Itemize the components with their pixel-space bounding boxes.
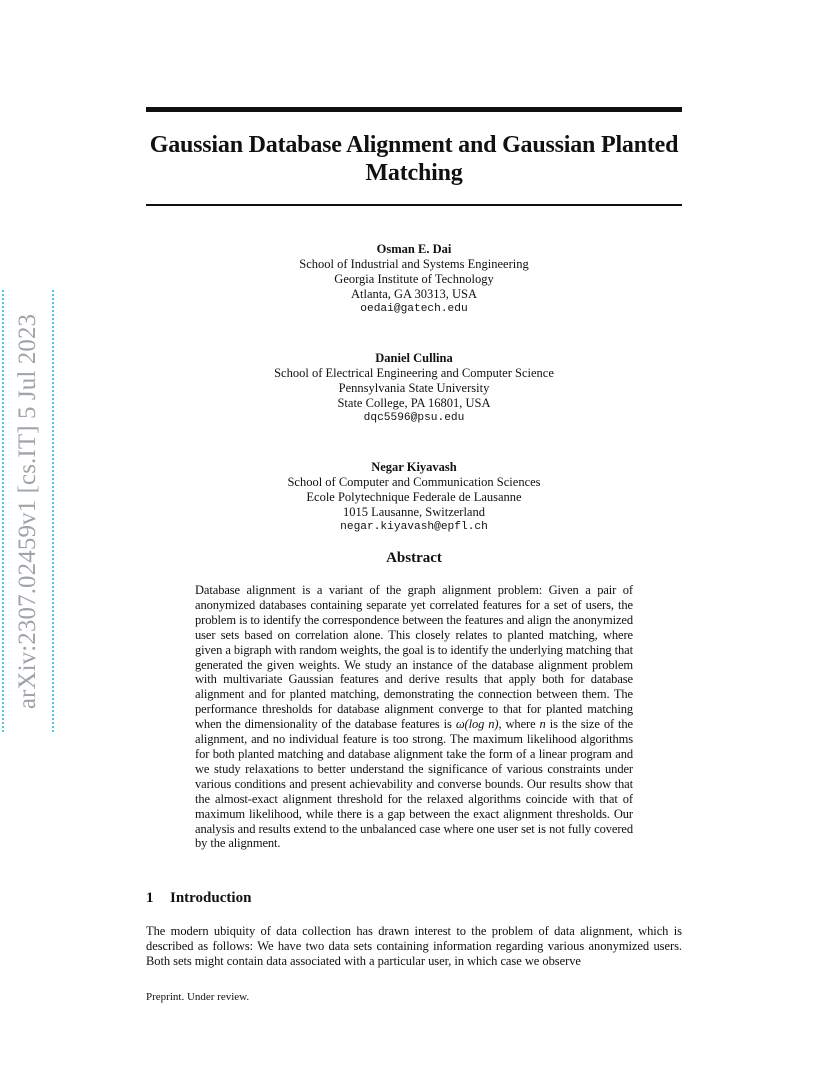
author-institution: Ecole Polytechnique Federale de Lausanne [306, 490, 522, 504]
author-name: Daniel Cullina [375, 351, 453, 365]
arxiv-identifier-stamp [2, 290, 54, 732]
author-block [146, 242, 682, 317]
author-block [146, 351, 682, 426]
author-location: 1015 Lausanne, Switzerland [343, 505, 485, 519]
introduction-heading [146, 890, 682, 907]
preprint-footer: Preprint. Under review. [146, 991, 250, 1003]
abstract-heading: Abstract [386, 550, 442, 566]
author-institution: Pennsylvania State University [338, 381, 490, 395]
author-department: School of Computer and Communication Sciences [287, 475, 541, 489]
author-email: negar.kiyavash@epfl.ch [340, 521, 488, 533]
author-name: Negar Kiyavash [371, 460, 457, 474]
author-institution: Georgia Institute of Technology [334, 272, 494, 286]
author-email: dqc5596@psu.edu [363, 412, 465, 424]
author-block [146, 460, 682, 535]
abstract-math-omega: ω(log n) [455, 717, 499, 732]
introduction-text: The modern ubiquity of data collection has drawn interest to the problem of data alignment, which is described as follows: We have two data sets containing information regarding various anonymized users. Both sets might contain data associated with a particular user, in which case we observe [146, 924, 682, 968]
author-email: oedai@gatech.edu [360, 303, 468, 315]
abstract-text-part: Database alignment is a variant of the graph alignment problem: Given a pair of anonymized databases containing separate yet correlated features for a set of users, the problem is to identify the correspondence between the features and align the anonymized user sets based on correlation alone. This closely relates to planted matching, where given a bigraph with random weights, the goal is to identify the underlying matching that generated the given weights. We study an instance of the database alignment problem with multivariate Gaussian features and derive results that apply both for database alignment and for planted matching, demonstrating the connection between them. The performance thresholds for database alignment converge to that for planted matching when the dimensionality of the database features is [195, 583, 633, 732]
author-department: School of Industrial and Systems Engineering [299, 257, 529, 271]
abstract-text-part: is the size of the alignment, and no individual feature is too strong. The maximum likelihood algorithms for both planted matching and database alignment take the form of a linear program and we study relaxations to better understand the significance of various constraints under various conditions and present achievability and converse bounds. Our results show that the almost-exact alignment threshold for the relaxed algorithms coincide with that of maximum likelihood, while there is a gap between the exact alignment thresholds. Our analysis and results extend to the unbalanced case where one user set is not fully covered by the alignment. [195, 717, 633, 851]
arxiv-identifier-text: arXiv:2307.02459v1 [cs.IT] 5 Jul 2023 [14, 313, 42, 709]
author-list [146, 242, 682, 569]
author-department: School of Electrical Engineering and Computer Science [274, 366, 554, 380]
title-top-rule [146, 107, 682, 112]
author-location: State College, PA 16801, USA [337, 396, 491, 410]
author-location: Atlanta, GA 30313, USA [350, 287, 478, 301]
title-bottom-rule [146, 204, 682, 206]
paper-title: Gaussian Database Alignment and Gaussian Planted Matching [149, 132, 679, 186]
section-title: Introduction [170, 890, 252, 906]
abstract-text [195, 583, 633, 851]
section-number: 1 [146, 890, 154, 906]
abstract-text-part: , where [498, 717, 540, 732]
abstract-math-n: n [539, 717, 546, 732]
author-name: Osman E. Dai [376, 242, 452, 256]
